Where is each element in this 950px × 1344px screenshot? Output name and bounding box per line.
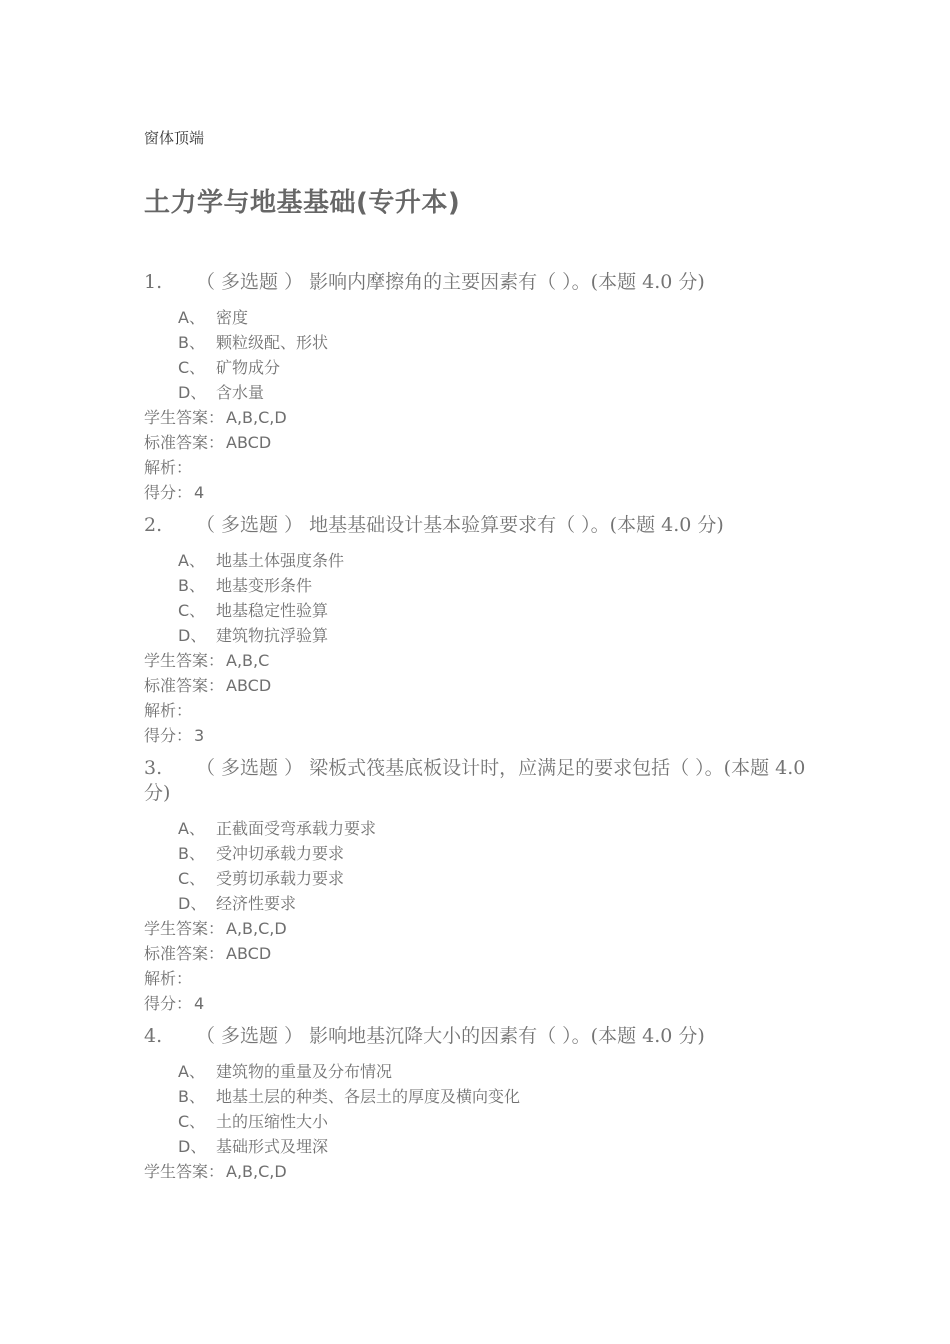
question-heading — [144, 756, 824, 806]
question-number: 2. — [144, 514, 163, 536]
option-text: 地基土体强度条件 — [216, 551, 345, 570]
standard-answer-label: 标准答案： — [144, 676, 225, 695]
option-text: 含水量 — [216, 383, 265, 402]
student-answer-row — [144, 1159, 824, 1184]
student-answer-row — [144, 648, 824, 673]
option-item — [144, 841, 824, 866]
option-text: 地基土层的种类、各层土的厚度及横向变化 — [216, 1087, 521, 1106]
option-text: 正截面受弯承载力要求 — [216, 819, 377, 838]
option-item — [144, 355, 824, 380]
question-item — [144, 270, 824, 505]
option-letter: B、 — [178, 844, 205, 863]
standard-answer-row — [144, 430, 824, 455]
option-letter: D、 — [178, 383, 207, 402]
option-text: 矿物成分 — [216, 358, 281, 377]
option-letter: B、 — [178, 333, 205, 352]
option-text: 地基稳定性验算 — [216, 601, 329, 620]
standard-answer-value: ABCD — [226, 433, 272, 452]
question-number: 1. — [144, 271, 163, 293]
standard-answer-label: 标准答案： — [144, 433, 225, 452]
student-answer-label: 学生答案： — [144, 651, 225, 670]
standard-answer-value: ABCD — [226, 944, 272, 963]
score-value: 3 — [194, 726, 205, 745]
question-number: 4. — [144, 1025, 163, 1047]
option-letter: C、 — [178, 1112, 206, 1131]
option-item — [144, 1084, 824, 1109]
score-label: 得分： — [144, 994, 193, 1013]
option-letter: C、 — [178, 358, 206, 377]
option-list — [144, 305, 824, 405]
question-number: 3. — [144, 757, 163, 779]
option-text: 建筑物抗浮验算 — [216, 626, 329, 645]
option-item — [144, 573, 824, 598]
analysis-label: 解析： — [144, 701, 193, 720]
option-item — [144, 1059, 824, 1084]
option-item — [144, 380, 824, 405]
student-answer-row — [144, 916, 824, 941]
score-row — [144, 480, 824, 505]
score-value: 4 — [194, 994, 205, 1013]
form-top-label: 窗体顶端 — [144, 129, 205, 147]
option-letter: D、 — [178, 626, 207, 645]
analysis-label: 解析： — [144, 969, 193, 988]
option-item — [144, 866, 824, 891]
option-letter: C、 — [178, 869, 206, 888]
option-item — [144, 1134, 824, 1159]
score-row — [144, 991, 824, 1016]
standard-answer-label: 标准答案： — [144, 944, 225, 963]
option-item — [144, 305, 824, 330]
page-title: 土力学与地基基础(专升本) — [144, 188, 461, 218]
option-item — [144, 891, 824, 916]
option-letter: B、 — [178, 576, 205, 595]
question-heading — [144, 513, 824, 538]
student-answer-label: 学生答案： — [144, 408, 225, 427]
analysis-row — [144, 698, 824, 723]
standard-answer-row — [144, 673, 824, 698]
score-value: 4 — [194, 483, 205, 502]
option-text: 颗粒级配、形状 — [216, 333, 329, 352]
analysis-label: 解析： — [144, 458, 193, 477]
analysis-row — [144, 455, 824, 480]
option-text: 土的压缩性大小 — [216, 1112, 329, 1131]
standard-answer-value: ABCD — [226, 676, 272, 695]
student-answer-label: 学生答案： — [144, 1162, 225, 1181]
option-letter: D、 — [178, 1137, 207, 1156]
option-item — [144, 548, 824, 573]
question-heading — [144, 270, 824, 295]
option-letter: B、 — [178, 1087, 205, 1106]
option-letter: A、 — [178, 819, 205, 838]
score-label: 得分： — [144, 726, 193, 745]
score-row — [144, 723, 824, 748]
question-list — [144, 270, 824, 1192]
option-item — [144, 330, 824, 355]
option-item — [144, 598, 824, 623]
question-text: （ 多选题 ） 地基基础设计基本验算要求有（ ）。(本题 4.0 分) — [196, 514, 724, 536]
option-item — [144, 1109, 824, 1134]
option-letter: A、 — [178, 1062, 205, 1081]
option-letter: A、 — [178, 551, 205, 570]
option-text: 建筑物的重量及分布情况 — [216, 1062, 393, 1081]
student-answer-value: A,B,C,D — [226, 1162, 287, 1181]
question-heading — [144, 1024, 824, 1049]
question-text: （ 多选题 ） 梁板式筏基底板设计时，应满足的要求包括（ ）。(本题 4.0 分) — [144, 757, 806, 804]
student-answer-value: A,B,C — [226, 651, 270, 670]
student-answer-value: A,B,C,D — [226, 919, 287, 938]
score-label: 得分： — [144, 483, 193, 502]
option-text: 地基变形条件 — [216, 576, 313, 595]
option-text: 受冲切承载力要求 — [216, 844, 345, 863]
student-answer-value: A,B,C,D — [226, 408, 287, 427]
option-text: 密度 — [216, 308, 249, 327]
question-text: （ 多选题 ） 影响地基沉降大小的因素有（ ）。(本题 4.0 分) — [196, 1025, 705, 1047]
option-letter: A、 — [178, 308, 205, 327]
option-list — [144, 816, 824, 916]
student-answer-label: 学生答案： — [144, 919, 225, 938]
analysis-row — [144, 966, 824, 991]
standard-answer-row — [144, 941, 824, 966]
option-text: 基础形式及埋深 — [216, 1137, 329, 1156]
student-answer-row — [144, 405, 824, 430]
option-item — [144, 816, 824, 841]
question-item — [144, 756, 824, 1016]
option-text: 受剪切承载力要求 — [216, 869, 345, 888]
question-text: （ 多选题 ） 影响内摩擦角的主要因素有（ ）。(本题 4.0 分) — [196, 271, 705, 293]
option-letter: D、 — [178, 894, 207, 913]
option-text: 经济性要求 — [216, 894, 297, 913]
option-item — [144, 623, 824, 648]
question-item — [144, 513, 824, 748]
option-letter: C、 — [178, 601, 206, 620]
option-list — [144, 1059, 824, 1159]
question-item — [144, 1024, 824, 1184]
option-list — [144, 548, 824, 648]
